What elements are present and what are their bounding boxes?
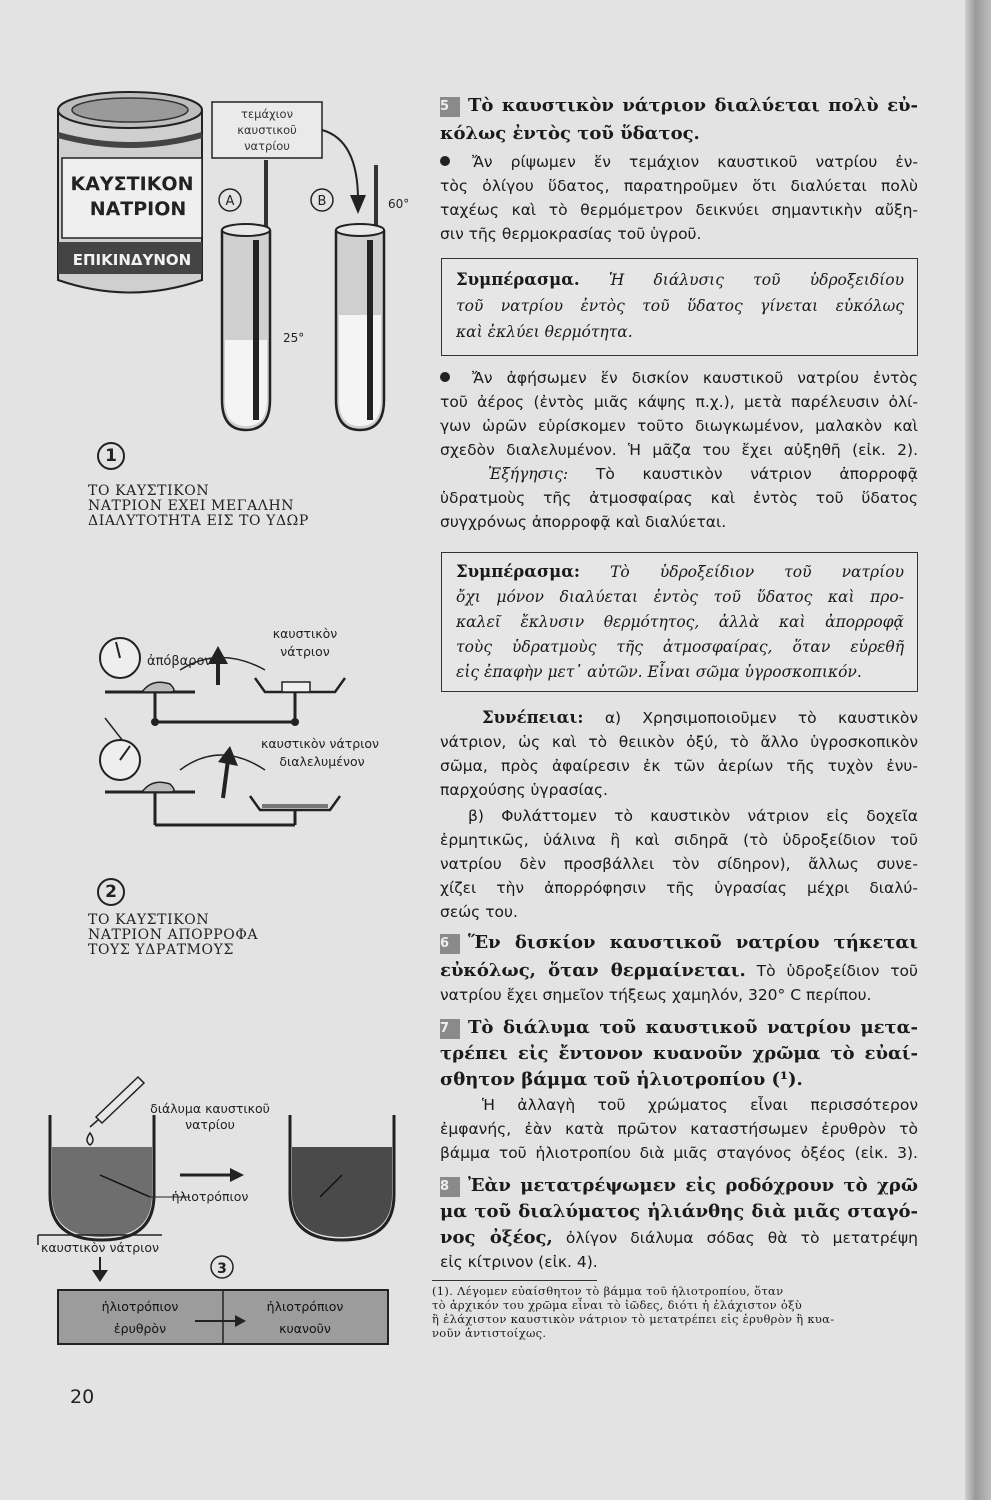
section-8-heading-line-2: μα τοῦ διαλύματος ἡλιάνθης διὰ μιᾶς σταγό-	[440, 1201, 918, 1222]
footnote-line-3: ἢ ἐλάχιστον καυστικὸν νάτριον τὸ μετατρέπει εἰς ἐρυθρὸν ἢ κυα-	[432, 1312, 835, 1326]
box-red-label-1: ἡλιοτρόπιον	[101, 1299, 179, 1314]
consequences-a-line-3: σῶμα, πρὸς ἀφαίρεσιν ἐκ τῶν ἀερίων τῆς τυχὸν ἐνυ-	[440, 757, 918, 775]
solution-label-2: νατρίου	[185, 1117, 235, 1132]
book-spine-edge	[965, 0, 991, 1500]
piece-label-2: καυστικοῦ	[237, 123, 297, 137]
bottom-pan-label-1: καυστικὸν νάτριον	[260, 736, 380, 751]
section-6-heading-line-2: εὐκόλως, ὅταν θερμαίνεται.	[440, 960, 746, 981]
consequences-b-line-2: ἑρμητικῶς, ὑάλινα ἢ καὶ σιδηρᾶ (τὸ ὑδροξείδιον τοῦ	[440, 831, 918, 849]
weight-label: ἀπόβαρον	[147, 654, 212, 669]
consequences-a-line-1: α) Χρησιμοποιοῦμεν τὸ καυστικὸν	[604, 709, 918, 727]
conclusion-2-heading: Συμπέρασμα:	[456, 562, 580, 581]
figure-2-balance	[90, 620, 410, 835]
explanation-label: Ἐξήγησις:	[488, 465, 569, 483]
para-3-line-2: ἐμφανής, ἐὰν κατὰ πρῶτον καταστήσωμεν ἐρυθρὸν τὸ	[440, 1120, 918, 1138]
para-1-line-3: ταχέως καὶ τὸ θερμόμετρον δεικνύει σημαντικὴν αὔξη-	[440, 201, 918, 219]
solution-label-1: διάλυμα καυστικοῦ	[150, 1101, 270, 1116]
section-6-number: 6	[440, 934, 460, 954]
piece-label-3: νατρίου	[244, 139, 290, 153]
para-1-line-2: τὸς ὀλίγου ὕδατος, παρατηροῦμεν ὅτι διαλύεται πολὺ	[440, 177, 918, 195]
section-6-line-3: νατρίου ἔχει σημεῖον τήξεως χαμηλόν, 320° C περίπου.	[440, 986, 872, 1004]
bullet-icon	[440, 156, 450, 166]
conclusion-1-line-2: τοῦ νατρίου ἐντὸς τοῦ ὕδατος γίνεται εὐκόλως	[456, 297, 904, 315]
footnote-divider	[432, 1280, 597, 1281]
conclusion-2-line-2: ὄχι μόνον διαλύεται ἐντὸς τοῦ ὕδατος καὶ προ-	[456, 588, 904, 606]
figure-2-number: 2	[97, 878, 125, 906]
tube-b-label: B	[317, 194, 327, 209]
section-6-heading-line-1: Ἕν δισκίον καυστικοῦ νατρίου τήκεται	[468, 932, 918, 953]
footnote-line-1: (1). Λέγομεν εὐαίσθητον τὸ βάμμα τοῦ ἡλιοτροπίου, ὅταν	[432, 1284, 784, 1298]
para-1-line-1-text: Ἄν ρίψωμεν ἕν τεμάχιον καυστικοῦ νατρίου ἐν-	[472, 153, 918, 171]
para-3-line-1: Ἡ ἀλλαγὴ τοῦ χρώματος εἶναι περισσότερον	[482, 1096, 918, 1114]
can-danger-band: ΕΠΙΚΙΝΔΥΝΟΝ	[72, 251, 192, 269]
box-blue-label-2: κυανοῦν	[279, 1321, 331, 1336]
consequences-b-line-5: σεώς του.	[440, 903, 518, 921]
figure-2-caption-1: ΤΟ ΚΑΥΣΤΙΚΟΝ	[88, 912, 210, 928]
page-number: 20	[70, 1386, 95, 1408]
conclusion-2-line-1	[456, 560, 904, 584]
temp-low-label: 25°	[283, 331, 305, 345]
tube-a-label: A	[225, 194, 235, 209]
section-6-line-2	[440, 957, 918, 985]
section-8-line-3-text: ὀλίγον διάλυμα σόδας θὰ τὸ μετατρέψη	[565, 1229, 918, 1247]
footnote-line-4: νοῦν ἀντιστοίχως.	[432, 1326, 547, 1340]
para-3-line-3: βάμμα τοῦ ἡλιοτροπίου διὰ μιᾶς σταγόνος ὀξέος (εἰκ. 3).	[440, 1144, 918, 1162]
section-8-line-3	[440, 1224, 918, 1252]
conclusion-2-line-5: εἰς ἐπαφὴν μετ᾽ αὐτῶν. Εἶναι σῶμα ὑγροσκοπικόν.	[456, 663, 862, 681]
section-5-number: 5	[440, 97, 460, 117]
conclusion-1-line-3: καὶ ἐκλύει θερμότητα.	[456, 323, 633, 341]
piece-label-1: τεμάχιον	[240, 107, 294, 121]
section-8-heading-line-3: νος ὀξέος,	[440, 1227, 553, 1248]
figure-2-caption-3: ΤΟΥΣ ΥΔΡΑΤΜΟΥΣ	[88, 942, 234, 958]
figure-3-number: 3	[217, 1261, 227, 1277]
para-1-line-4: σιν τῆς θερμοκρασίας τοῦ ὑγροῦ.	[440, 225, 702, 243]
consequences-b-line-3: νατρίου δὲν προσβάλλει τὸν σίδηρον), ἄλλως συνε-	[440, 855, 918, 873]
box-red-label-2: ἐρυθρὸν	[113, 1321, 167, 1336]
caustic-soda-can	[58, 92, 202, 293]
box-blue-label-1: ἡλιοτρόπιον	[266, 1299, 344, 1314]
para-2-line-5-text: Τὸ καυστικὸν νάτριον ἀπορροφᾷ	[595, 465, 918, 483]
top-pan-label-1: καυστικὸν	[272, 626, 338, 641]
section-7-heading-line-2: τρέπει εἰς ἔντονον κυανοῦν χρῶμα τὸ εὐαί-	[440, 1043, 918, 1064]
section-5-heading-line-1: Τὸ καυστικὸν νάτριον διαλύεται πολὺ εὐ-	[468, 95, 918, 116]
temp-high-label: 60°	[388, 197, 410, 211]
para-2-line-5	[488, 462, 918, 486]
para-1-line-1	[440, 150, 918, 174]
para-2-line-4: σχεδὸν διαλελυμένον. Ἡ μᾶζα του ἔχει αὐξηθῆ (εἰκ. 2).	[440, 441, 918, 459]
section-5-heading	[440, 92, 918, 120]
conclusion-1-heading: Συμπέρασμα.	[456, 270, 580, 289]
para-2-line-1	[440, 366, 918, 390]
section-7-heading-line-1: Τὸ διάλυμα τοῦ καυστικοῦ νατρίου μετα-	[468, 1017, 918, 1038]
consequences-b-line-4: χίζει τὴν ἀπορρόφησιν τῆς ὑγρασίας μέχρι διαλύ-	[440, 879, 918, 897]
para-2-line-6: ὑδρατμοὺς τῆς ἀτμοσφαίρας καὶ ἐντὸς τοῦ ὕδατος	[440, 489, 918, 507]
section-8-number: 8	[440, 1177, 460, 1197]
figure-1-number: 1	[97, 442, 125, 470]
para-2-line-7: συγχρόνως ἀπορροφᾷ καὶ διαλύεται.	[440, 513, 727, 531]
litmus-label: ἡλιοτρόπιον	[171, 1189, 249, 1204]
figure-1-test-tubes	[40, 90, 440, 440]
conclusion-2-line-1-text: Τὸ ὑδροξείδιον τοῦ νατρίου	[610, 563, 904, 581]
section-7-heading-line-3: σθητον βάμμα τοῦ ἡλιοτροπίου (¹).	[440, 1069, 803, 1090]
bullet-icon	[440, 372, 450, 382]
section-8-line-4: εἰς κίτρινον (εἰκ. 4).	[440, 1253, 598, 1271]
consequences-a-line-2: νάτριον, ὡς καὶ τὸ θειικὸν ὀξύ, τὸ ἄλλο ὑγροσκοπικὸν	[440, 733, 918, 751]
section-8-heading-line-1: Ἐὰν μετατρέψωμεν εἰς ροδόχρουν τὸ χρῶ	[468, 1175, 918, 1196]
section-6-heading	[440, 929, 918, 957]
top-pan-label-2: νάτριον	[280, 644, 330, 659]
can-label-line-2: ΝΑΤΡΙΟΝ	[89, 198, 187, 220]
figure-2-caption-2: ΝΑΤΡΙΟΝ ΑΠΟΡΡΟΦΑ	[88, 927, 259, 943]
conclusion-2-line-4: τοὺς ὑδρατμοὺς τῆς ἀτμοσφαίρας, ὅταν εὑρεθῆ	[456, 638, 904, 656]
can-label-line-1: ΚΑΥΣΤΙΚΟΝ	[70, 173, 194, 195]
para-2-line-1-text: Ἄν ἀφήσωμεν ἕν δισκίον καυστικοῦ νατρίου ἐντὸς	[472, 369, 918, 387]
figure-1-caption-3: ΔΙΑΛΥΤΟΤΗΤΑ ΕΙΣ ΤΟ ΥΔΩΡ	[88, 513, 309, 529]
figure-1-caption-1: ΤΟ ΚΑΥΣΤΙΚΟΝ	[88, 483, 210, 499]
section-7-heading	[440, 1014, 918, 1042]
consequences-b-line-1: β) Φυλάττομεν τὸ καυστικὸν νάτριον εἰς δοχεῖα	[468, 807, 918, 825]
para-2-line-3: γων ὡρῶν εὑρίσκομεν τοῦτο διωγκωμένον, μαλακὸν καὶ	[440, 417, 918, 435]
consequences-a-line-4: παρχούσης ὑγρασίας.	[440, 781, 608, 799]
footnote-line-2: τὸ ἀρχικόν του χρῶμα εἶναι τὸ ἰῶδες, διότι ἡ ἐλάχιστον ὀξὺ	[432, 1298, 803, 1312]
para-2-line-2: τοῦ ἀέρος (ἐντὸς μιᾶς κάψης π.χ.), μετὰ παρέλευσιν ὀλί-	[440, 393, 918, 411]
conclusion-1-line-1-text: Ἡ διάλυσις τοῦ ὑδροξειδίου	[608, 271, 904, 289]
consequences-heading: Συνέπειαι:	[482, 708, 584, 727]
section-8-heading	[440, 1172, 918, 1200]
section-7-number: 7	[440, 1019, 460, 1039]
sodium-label: καυστικὸν νάτριον	[40, 1240, 160, 1255]
conclusion-2-line-3: καλεῖ ἔκλυσιν θερμότητος, ἀλλὰ καὶ ἀπορροφᾷ	[456, 613, 904, 631]
consequences-line-1	[482, 706, 918, 730]
section-5-heading-line-2: κόλως ἐντὸς τοῦ ὕδατος.	[440, 123, 700, 144]
bottom-pan-label-2: διαλελυμένον	[279, 754, 365, 769]
figure-1-caption-2: ΝΑΤΡΙΟΝ ΕΧΕΙ ΜΕΓΑΛΗΝ	[88, 498, 295, 514]
section-6-line-2-text: Τὸ ὑδροξείδιον τοῦ	[756, 962, 918, 980]
conclusion-1-line-1	[456, 268, 904, 292]
figure-3-litmus	[30, 1075, 400, 1355]
